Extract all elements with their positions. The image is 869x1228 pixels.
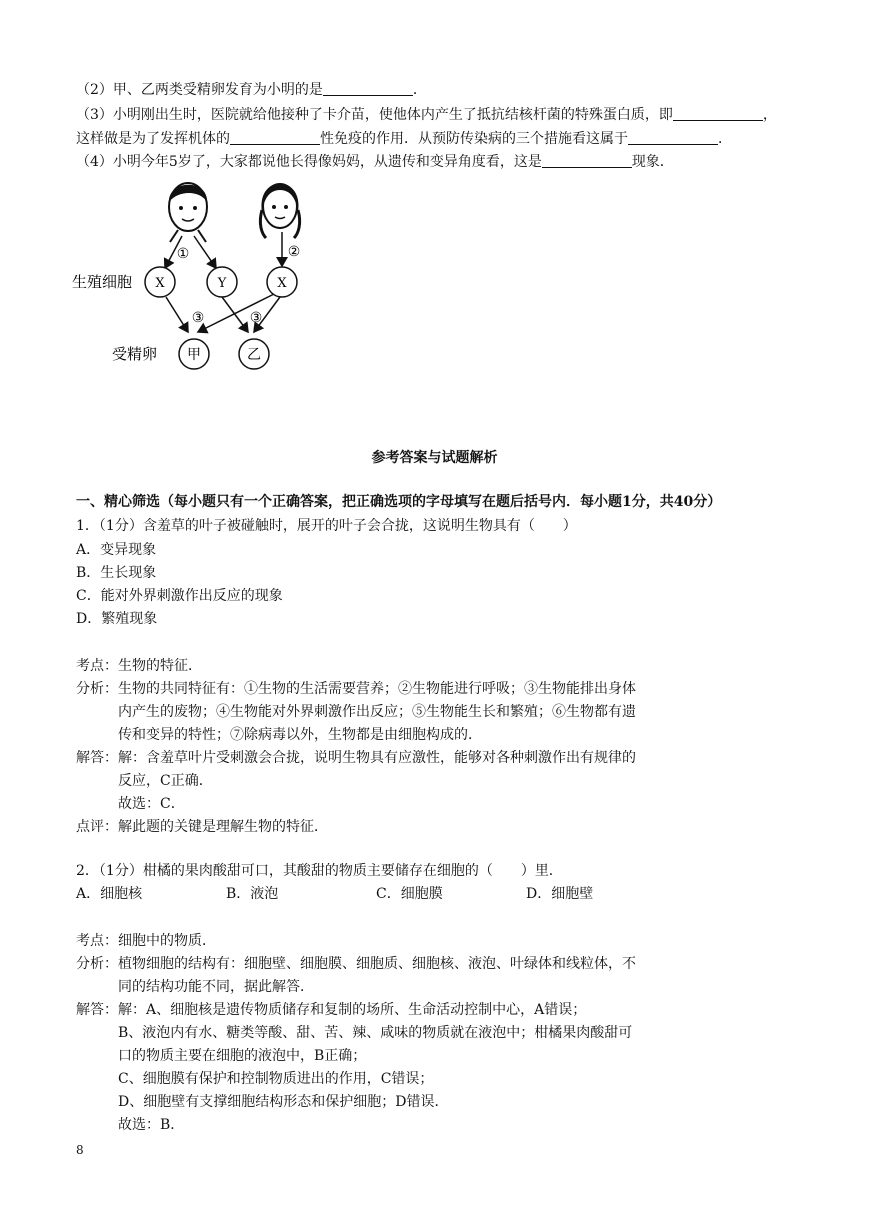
arrow-label-3b: ③ [249, 310, 263, 326]
answer-section-title: 参考答案与试题解析 [371, 450, 498, 466]
q2-stem: 2．（1分）柑橘的果肉酸甜可口，其酸甜的物质主要储存在细胞的（ ）里． [76, 863, 563, 879]
q3-prefix: （3）小明刚出生时，医院就给他接种了卡介苗，使他体内产生了抵抗结核杆菌的特殊蛋白质，即 [76, 107, 673, 123]
q2-jieda-cont: D、细胞壁有支撑细胞结构形态和保护细胞；D错误． [118, 1094, 449, 1110]
germ-cell-label: X [155, 276, 165, 291]
q4-suffix: 现象． [631, 154, 674, 170]
q2-kaodian: 考点：细胞中的物质． [76, 933, 216, 949]
q2-jieda-choice: 故选：B． [118, 1117, 185, 1133]
inheritance-diagram [70, 172, 320, 382]
q2-option-d: D．细胞壁 [526, 886, 594, 902]
q3-text-suffix: ． [718, 131, 732, 147]
q2-option-a: A．细胞核 [76, 886, 143, 902]
arrow-label-1: ① [176, 246, 190, 262]
q4-line [76, 152, 674, 172]
q2-jieda-cont: C、细胞膜有保护和控制物质进出的作用，C错误； [118, 1071, 434, 1087]
q3-text-b: 性免疫的作用．从预防传染病的三个措施看这属于 [320, 131, 628, 147]
father-icon [169, 183, 207, 242]
arrow-label-3: ③ [191, 310, 205, 326]
q1-option-d: D．繁殖现象 [76, 611, 158, 627]
zygote-label: 甲 [187, 347, 201, 363]
zygote-label: 乙 [247, 347, 261, 363]
q3-text-a: 这样做是为了发挥机体的 [76, 131, 230, 147]
q2-option-b: B．液泡 [226, 886, 279, 902]
label-germ-cells: 生殖细胞 [72, 273, 133, 291]
q1-option-c: C．能对外界刺激作出反应的现象 [76, 588, 283, 604]
q3-line2 [76, 129, 732, 149]
q1-jieda: 解答：解：含羞草叶片受刺激会合拢，说明生物具有应激性，能够对各种刺激作出有规律的 [76, 750, 636, 766]
label-zygote: 受精卵 [112, 345, 158, 363]
answer-blank [628, 130, 718, 145]
q1-fenxi: 分析：生物的共同特征有：①生物的生活需要营养；②生物能进行呼吸；③生物能排出身体 [76, 681, 636, 697]
q2-fenxi: 分析：植物细胞的结构有：细胞壁、细胞膜、细胞质、细胞核、液泡、叶绿体和线粒体，不 [76, 956, 636, 972]
page-number: 8 [76, 1143, 84, 1157]
q1-stem: 1．（1分）含羞草的叶子被碰触时，展开的叶子会合拢，这说明生物具有（ ） [76, 518, 577, 534]
germ-cell-label: X [277, 276, 287, 291]
q2-prefix: （2）甲、乙两类受精卵发育为小明的是 [76, 82, 323, 98]
answer-blank [542, 153, 632, 168]
section-heading: 一、精心筛选（每小题只有一个正确答案，把正确选项的字母填写在题后括号内．每小题1分，共40分） [76, 494, 722, 510]
q4-prefix: （4）小明今年5岁了，大家都说他长得像妈妈，从遗传和变异角度看，这是 [76, 154, 542, 170]
q1-dianping: 点评：解此题的关键是理解生物的特征． [76, 819, 328, 835]
q1-kaodian: 考点：生物的特征． [76, 658, 202, 674]
q1-jieda-cont: 反应，C正确． [118, 773, 213, 789]
q2-jieda: 解答：解：A、细胞核是遗传物质储存和复制的场所、生命活动控制中心，A错误； [76, 1002, 587, 1018]
q1-option-b: B．生长现象 [76, 565, 157, 581]
answer-blank [323, 81, 413, 96]
q1-option-a: A．变异现象 [76, 542, 157, 558]
q2-jieda-cont: B、液泡内有水、糖类等酸、甜、苦、辣、咸味的物质就在液泡中；柑橘果肉酸甜可 [118, 1025, 633, 1041]
q3-line1 [76, 105, 777, 125]
q1-jieda-choice: 故选：C． [118, 796, 185, 812]
mother-icon [260, 184, 299, 239]
answer-blank [673, 106, 763, 121]
q1-fenxi-cont: 内产生的废物；④生物能对外界刺激作出反应；⑤生物能生长和繁殖；⑥生物都有遗 [118, 704, 636, 720]
germ-cell-label: Y [217, 276, 227, 291]
diagram-svg [70, 172, 320, 382]
q2-jieda-cont: 口的物质主要在细胞的液泡中，B正确； [118, 1048, 367, 1064]
answer-blank [230, 130, 320, 145]
q2-option-c: C．细胞膜 [376, 886, 443, 902]
q3-suffix: ， [762, 107, 777, 123]
arrow-label-2: ② [287, 244, 301, 260]
q2-line [76, 80, 427, 100]
q1-fenxi-cont: 传和变异的特性；⑦除病毒以外，生物都是由细胞构成的． [118, 727, 482, 743]
q2-suffix: ． [412, 82, 427, 98]
q2-fenxi-cont: 同的结构功能不同，据此解答． [118, 979, 314, 995]
